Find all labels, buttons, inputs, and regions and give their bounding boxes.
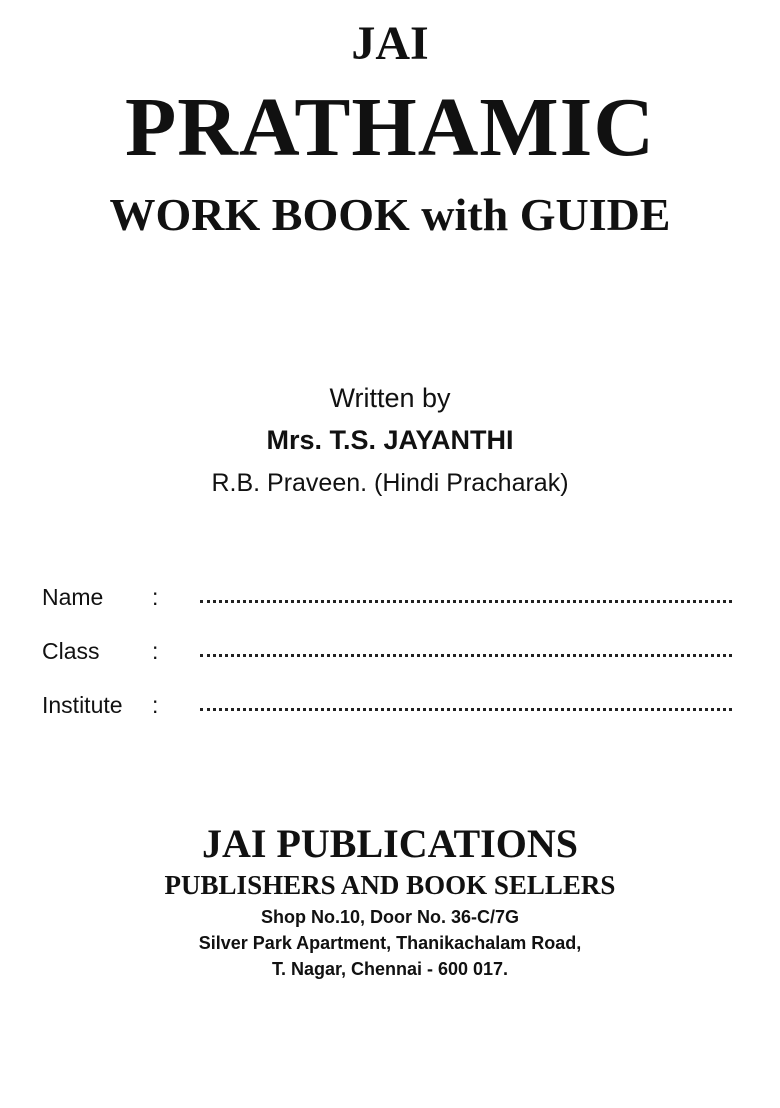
author-name: Mrs. T.S. JAYANTHI — [266, 425, 514, 455]
author-qualification: R.B. Praveen. (Hindi Pracharak) — [211, 469, 569, 497]
written-by-label: Written by — [329, 383, 451, 413]
class-field-dotted-line — [200, 654, 732, 657]
institute-field-dotted-line — [200, 708, 732, 711]
title-line-jai: JAI — [351, 17, 429, 70]
name-field-colon: : — [152, 584, 159, 610]
class-field-colon: : — [152, 638, 159, 664]
name-field-row — [42, 582, 732, 612]
institute-field-colon: : — [152, 692, 159, 718]
class-field-row — [42, 636, 732, 666]
publisher-address-line1: Shop No.10, Door No. 36-C/7G — [260, 907, 520, 927]
publisher-tagline: PUBLISHERS AND BOOK SELLERS — [164, 870, 616, 900]
publisher-address-line3: T. Nagar, Chennai - 600 017. — [271, 959, 509, 979]
name-field-dotted-line — [200, 600, 732, 603]
class-field-label: Class — [42, 638, 100, 664]
institute-field-row — [42, 690, 732, 720]
name-field-label: Name — [42, 584, 104, 610]
publisher-name: JAI PUBLICATIONS — [202, 821, 578, 866]
institute-field-label: Institute — [42, 692, 123, 718]
title-line-prathamic: PRATHAMIC — [124, 81, 656, 174]
title-line-subtitle: WORK BOOK with GUIDE — [109, 189, 671, 240]
publisher-address-line2: Silver Park Apartment, Thanikachalam Road, — [198, 933, 582, 953]
